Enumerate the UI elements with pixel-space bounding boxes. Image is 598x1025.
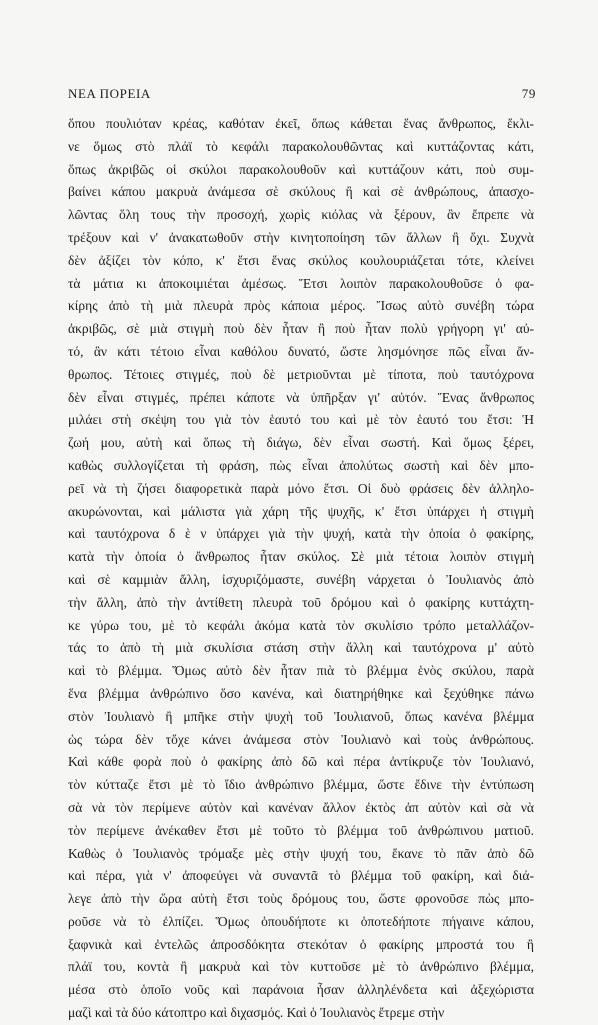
text-line: ροῦσε νὰ τὸ ἐλπίζει. Ὅμως ὁπουδήποτε κι ὁποτεδήποτε πήγαινε κάπου, (68, 913, 534, 929)
text-line: ἕνα βλέμμα ἀνθρώπινο ὅσο κανένα, καὶ διατηρήθηκε καὶ ξεχύθηκε πάνω (68, 685, 534, 701)
text-line: κε γύρω του, μὲ τὸ κεφάλι ἀκόμα κατὰ τὸν σκυλίσιο τρόπο μεταλλάζον- (68, 617, 534, 633)
text-line: καὶ πέρα, γιὰ ν' ἀποφεύγει νὰ συναντᾶ τὸ βλέμμα τοῦ φακίρη, καὶ διά- (68, 868, 534, 884)
text-line: βαίνει κάπου μακρυὰ ἀνάμεσα σὲ σκύλους ἢ καὶ σὲ ἀνθρώπους, ἀπασχο- (68, 184, 534, 200)
text-line: στὸν Ἰουλιανὸ ἢ μπῆκε στὴν ψυχὴ τοῦ Ἰουλιανοῦ, ὅπως κανένα βλέμμα (68, 708, 534, 724)
text-line: τὰ μάτια κι ἀποκοιμιέται ἀμέσως. Ἔτσι λοιπὸν παρακολουθοῦσε ὁ φα- (68, 275, 534, 291)
text-line: ρεῖ νὰ τὴ ζήσει διαφορετικὰ παρὰ μόνο ἔτσι. Οἱ δυὸ φράσεις δὲν ἀλληλο- (68, 480, 534, 496)
text-line: δὲν ἀξίζει τὸν κόπο, κ' ἔτσι ἕνας σκύλος κουλουριάζεται τότε, κλείνει (68, 252, 534, 268)
text-line: ἀκριβῶς, σὲ μιὰ στιγμὴ ποὺ δὲν ἦταν ἢ ποὺ ἦταν πολὺ γρήγορη γι' αὐ- (68, 321, 534, 337)
text-line: ὅπως ἀκριβῶς οἱ σκύλοι παρακολουθοῦν καὶ κυττάζουν κάτι, ποὺ συμ- (68, 161, 534, 177)
text-line: καὶ τὸ βλέμμα. Ὅμως αὐτὸ δὲν ἦταν πιὰ τὸ βλέμμα ἑνὸς σκύλου, παρὰ (68, 663, 534, 679)
text-line: Καθὼς ὁ Ἰουλιανὸς τρόμαξε μὲς στὴν ψυχή του, ἔκανε τὸ πᾶν ἀπὸ δῶ (68, 845, 534, 861)
text-line: τρέξουν καὶ ν' ἀνακατωθοῦν στὴν κινητοποίηση τῶν ἄλλων ἢ ὄχι. Συχνὰ (68, 229, 534, 245)
text-line: λεγε ἀπὸ τὴν ὥρα αὐτὴ ἔτσι τοὺς δρόμους του, ὥστε φρονοῦσε πὼς μπο- (68, 891, 534, 907)
text-line: μαζὶ καὶ τὰ δύο κάτοπτρο καὶ διχασμός. Καὶ ὁ Ἰουλιανὸς ἔτρεμε στὴν (68, 1005, 445, 1021)
text-line: κίρης ἀπὸ τὴ μιὰ πλευρὰ πρὸς κάποια μέρος. Ἴσως αὐτὸ συνέβη τώρα (68, 298, 534, 314)
text-line: τὸν κύτταζε ἔτσι μὲ τὸ ἴδιο ἀνθρώπινο βλέμμα, ὥστε ἔδινε τὴν ἐντύπωση (68, 777, 534, 793)
text-line: ζωή μου, αὐτὴ καὶ ὅπως τὴ διάγω, δὲν εἶναι σωστή. Καὶ ὅμως ξέρει, (68, 435, 534, 451)
text-line: σὰ νὰ τὸν περίμενε αὐτὸν καὶ κανέναν ἄλλον ἐκτὸς ἀπ αὐτὸν καὶ σὰ νὰ (68, 799, 534, 815)
journal-title: ΝΕΑ ΠΟΡΕΙΑ (68, 86, 151, 101)
text-line: ὡς τώρα δὲν τὄχε κάνει ἀνάμεσα στὸν Ἰουλιανὸ καὶ τοὺς ἀνθρώπους. (68, 731, 534, 747)
text-line: τάς το ἀπὸ τὴ μιὰ σκυλίσια στάση στὴν ἄλλη καὶ ταυτόχρονα μ' αὐτὸ (68, 640, 534, 656)
text-line: ξαφνικὰ καὶ ἐντελῶς ἀπροσδόκητα στεκόταν ὁ φακίρης μπροστά του ἢ (68, 936, 534, 952)
text-line: λῶντας ὅλη τους τὴν προσοχή, χωρὶς κιόλας νὰ ξέρουν, ἂν ἔπρεπε νὰ (68, 207, 534, 223)
text-line: τὴν ἄλλη, ἀπὸ τὴν ἀντίθετη πλευρὰ τοῦ δρόμου καὶ ὁ φακίρης κυττάχτη- (68, 594, 534, 610)
page-number: 79 (521, 86, 536, 101)
text-line: θρωπος. Τέτοιες στιγμές, ποὺ δὲ μετριοῦνται μὲ τίποτα, ποὺ ταυτόχρονα (68, 366, 534, 382)
text-line: καὶ σὲ καμμιὰν ἄλλη, ἰσχυριζόμαστε, συνέβη νάρχεται ὁ Ἰουλιανὸς ἀπὸ (68, 571, 534, 587)
text-line: τὸν περίμενε ἀνέκαθεν ἔτσι μὲ τοῦτο τὸ βλέμμα τοῦ ἀνθρώπινου ματιοῦ. (68, 822, 534, 838)
text-line: μέσα στὸ ὁποῖο νοῦς καὶ παράνοια ἦσαν ἀλληλένδετα καὶ ἀξεχώριστα (68, 982, 534, 998)
text-line: Καὶ κάθε φορὰ ποὺ ὁ φακίρης ἀπὸ δῶ καὶ πέρα ἀντίκρυζε τὸν Ἰουλιανό, (68, 754, 534, 770)
text-line: καθὼς συλλογίζεται τὴ φράση, πὼς εἶναι ἀπολύτως σωστὴ καὶ δὲν μπο- (68, 457, 534, 473)
text-line: τό, ἂν κάτι τέτοιο εἶναι καθόλου δυνατό, ὥστε λησμόνησε πῶς εἶναι ἄν- (68, 343, 534, 359)
body-text (68, 113, 534, 1025)
text-line: καὶ ταυτόχρονα δ ὲ ν ὑπάρχει γιὰ τὴν ψυχή, κατὰ τὴν ὁποία ὁ φακίρης, (68, 526, 534, 542)
running-head (68, 86, 536, 102)
text-line: πλάϊ του, κοντὰ ἢ μακρυὰ καὶ τὸν κυττοῦσε μὲ τὸ ἀνθρώπινο βλέμμα, (68, 959, 534, 975)
text-line: νε ὅμως στὸ πλάϊ τὸ κεφάλι παρακολουθῶντας καὶ κυττάζοντας κάτι, (68, 138, 534, 154)
text-line: δὲν εἶναι στιγμές, πρέπει κάποτε νὰ ὑπῆρξαν γι' αὐτόν. Ἕνας ἄνθρωπος (68, 389, 534, 405)
text-line: μιλάει στὴ σκέψη του γιὰ τὸν ἑαυτό του καὶ μὲ τὸν ἑαυτό του ἔτσι: Ἡ (68, 412, 534, 428)
text-line: ὅπου πουλιόταν κρέας, καθόταν ἐκεῖ, ὅπως κάθεται ἕνας ἄνθρωπος, ἔκλι- (68, 116, 534, 131)
text-line: ακυρώνονται, καὶ μάλιστα γιὰ χάρη τῆς ψυχῆς, κ' ἔτσι ὑπάρχει ἡ στιγμὴ (68, 503, 534, 519)
text-line: κατὰ τὴν ὁποία ὁ ἄνθρωπος ἦταν σκύλος. Σὲ μιὰ τέτοια λοιπὸν στιγμὴ (68, 549, 534, 565)
